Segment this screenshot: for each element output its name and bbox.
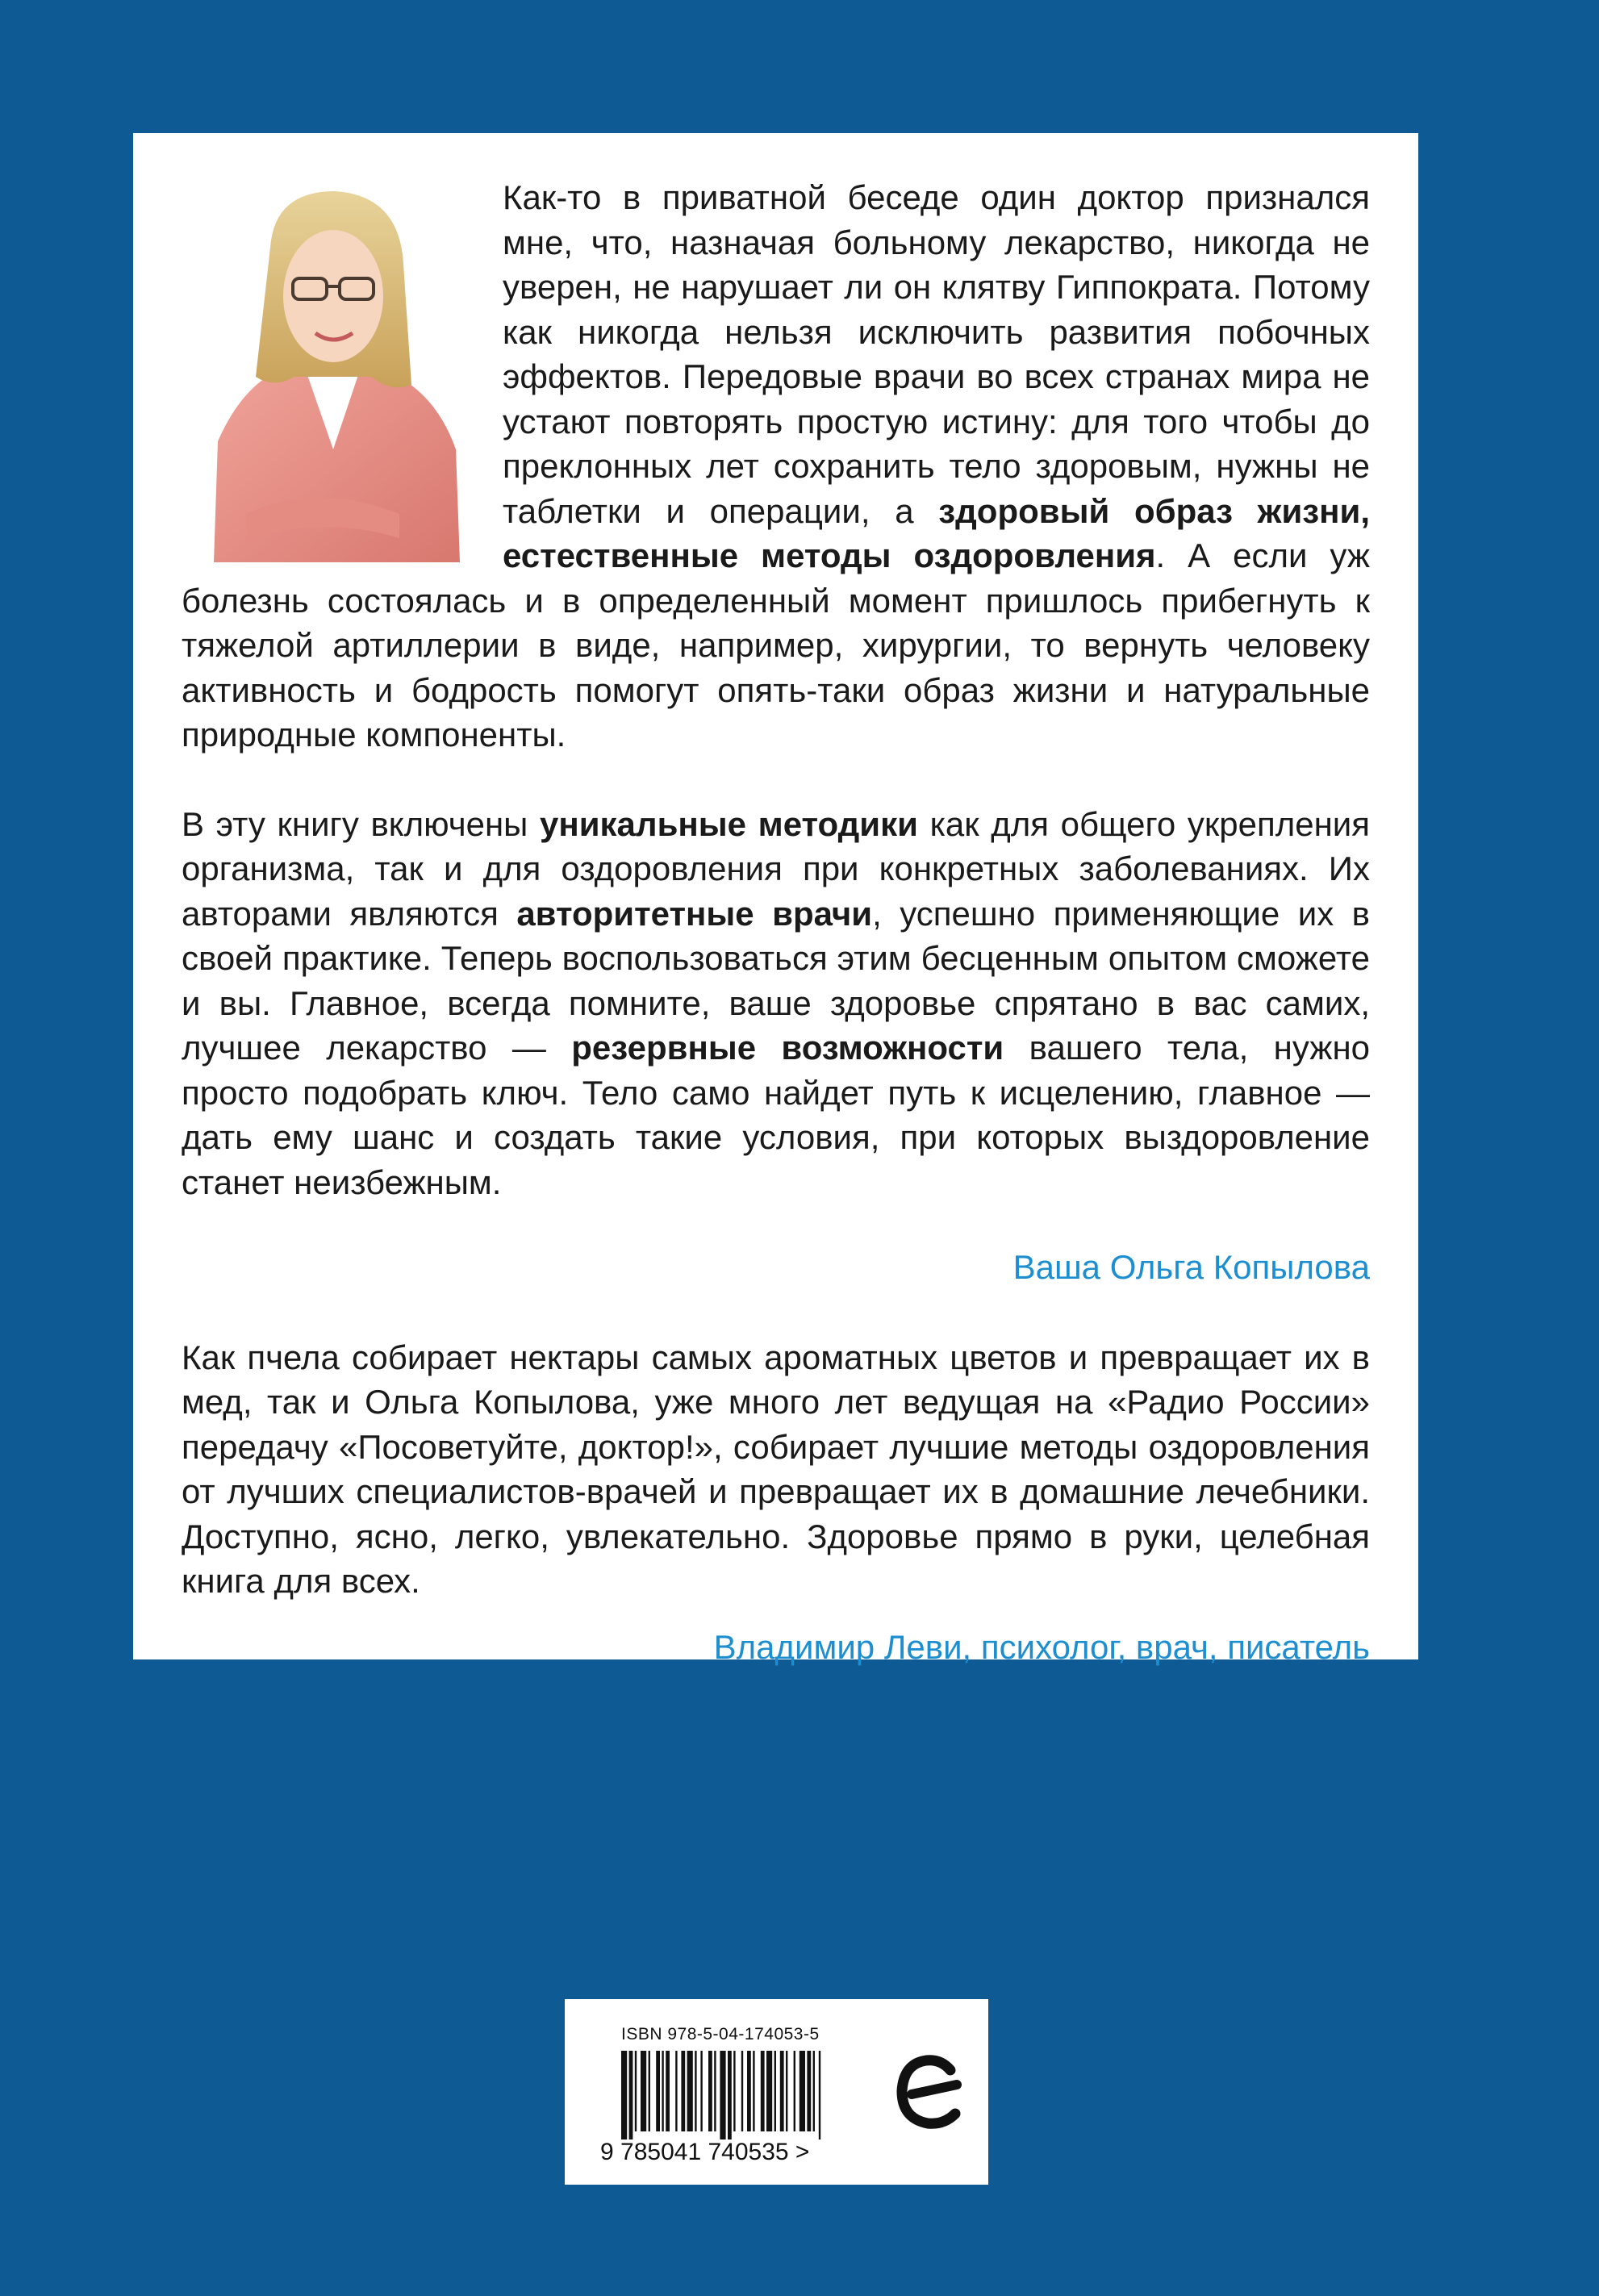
barcode-bar: [714, 2051, 716, 2131]
portrait-icon: [198, 175, 464, 570]
barcode-bar: [766, 2051, 772, 2131]
barcode-bar: [675, 2051, 677, 2131]
barcode-box: [565, 1999, 988, 2185]
barcode-bar: [662, 2051, 663, 2131]
barcode-bar: [733, 2051, 735, 2131]
barcode-digits: 9 785041 740535 >: [600, 2139, 810, 2165]
barcode-bar: [695, 2051, 696, 2131]
author-photo: [198, 175, 464, 570]
emphasis-authoritative-doctors: авторитетные врачи: [516, 894, 873, 933]
barcode-bar: [649, 2051, 650, 2131]
barcode-bar: [741, 2051, 743, 2131]
barcode-bar: [629, 2051, 633, 2139]
barcode-bar: [700, 2051, 702, 2131]
barcode-bar: [708, 2051, 712, 2131]
barcode-bar: [635, 2051, 637, 2131]
barcode-bar: [780, 2051, 784, 2131]
barcode-bar: [786, 2051, 787, 2131]
barcode-bars: [621, 2051, 871, 2139]
barcode-bar: [753, 2051, 754, 2131]
emphasis-reserve-abilities: резервные возможности: [571, 1029, 1004, 1067]
emphasis-unique-methods: уникальные методики: [539, 804, 918, 843]
review-paragraph: Как пчела собирает нектары самых ароматных цветов и превращает их в мед, так и Ольга Копылова, уже много лет ведущая на «Радио России» передачу «Посоветуйте, доктор!», собирает лучшие методы оздоровления от лучших специалистов-врачей и превращает их в домашние лечебники. Доступно, ясно, легко, увлекательно. Здоровье прямо в руки, целебная книга для всех.: [182, 1338, 1370, 1600]
barcode-bar: [720, 2051, 725, 2139]
barcode-bar: [687, 2051, 693, 2131]
text-panel: [133, 133, 1418, 1666]
review-author: Владимир Леви, психолог, врач, писатель: [713, 1627, 1370, 1666]
barcode-bar: [666, 2051, 670, 2131]
barcode-bar: [621, 2051, 627, 2139]
barcode-bar: [681, 2051, 685, 2131]
isbn-label: ISBN 978-5-04-174053-5: [621, 2025, 820, 2043]
barcode-bar: [761, 2051, 765, 2131]
barcode-bar: [794, 2051, 795, 2131]
barcode-bar: [807, 2051, 811, 2131]
barcode-bar: [800, 2051, 805, 2131]
emphasis-healthy-lifestyle: здоровый образ жизни, естественные методы оздоровления: [503, 491, 1370, 574]
author-signature: Ваша Ольга Копылова: [1012, 1248, 1370, 1286]
foreword-paragraph-1: Как-то в приватной беседе один доктор признался мне, что, назначая больному лекарство, никогда не уверен, не нарушает ли он клятву Гиппократа. Потому как никогда нельзя исключить развития побочных эффектов. Передовые врачи во всех странах мира не устают повторять простую истину: для того чтобы до преклонных лет сохранить тело здоровым, нужны не таблетки и операции, а здоровый образ жизни, естественные методы оздоровления. А если уж болезнь состоялась и в определенный момент пришлось прибегнуть к тяжелой артиллерии в виде, например, хирургии, то вернуть человеку активность и бодрость помогут опять-таки образ жизни и натуральные природные компоненты.: [182, 178, 1370, 754]
foreword-paragraph-2: В эту книгу включены уникальные методики как для общего укрепления организма, так и для оздоровления при конкретных заболеваниях. Их авторами являются авторитетные врачи, успешно применяющие их в своей практике. Теперь воспользоваться этим бесценным опытом сможете и вы. Главное, всегда помните, ваше здоровье спрятано в вас самих, лучшее лекарство — резервные возможности вашего тела, нужно просто подобрать ключ. Тело само найдет путь к исцелению, главное — дать ему шанс и создать такие условия, при которых выздоровление станет неизбежным.: [182, 804, 1370, 1201]
barcode-bar: [813, 2051, 815, 2131]
barcode-bar: [747, 2051, 751, 2131]
barcode-bar: [641, 2051, 646, 2131]
barcode-bar: [656, 2051, 660, 2131]
barcode-bar: [774, 2051, 776, 2131]
barcode-bar: [819, 2051, 820, 2139]
barcode-bar: [728, 2051, 732, 2139]
eksmo-logo-icon: [894, 2052, 968, 2133]
